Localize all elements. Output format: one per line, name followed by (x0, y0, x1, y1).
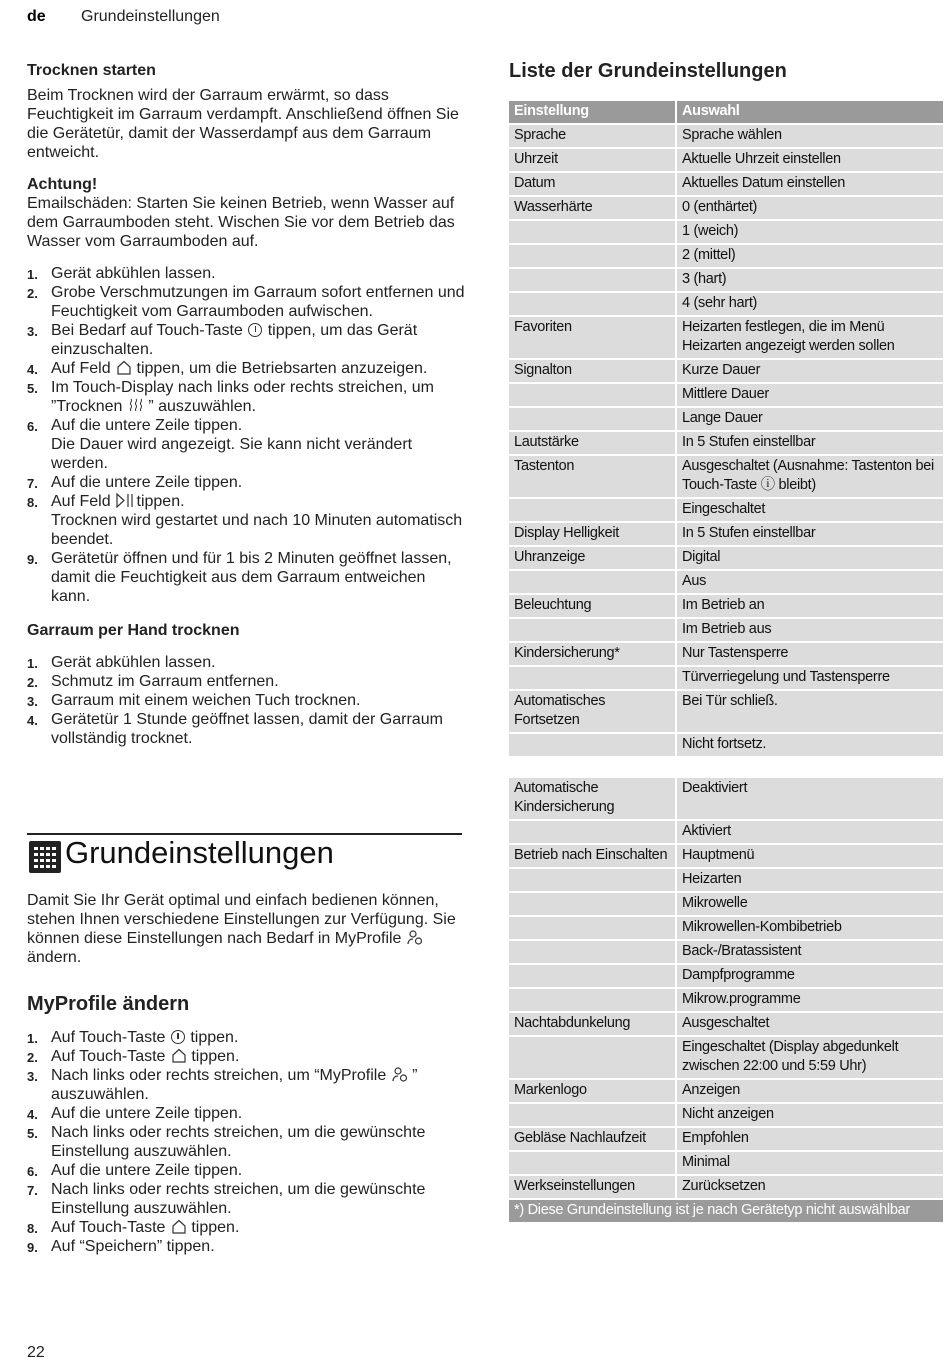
left-column (27, 62, 467, 748)
table-row (509, 173, 943, 195)
setting-choice: Nicht fortsetz. (677, 734, 943, 756)
setting-name (509, 221, 677, 243)
table-row (509, 917, 943, 939)
setting-choice: Kurze Dauer (677, 360, 943, 382)
step-text: Auf die untere Zeile tippen. (51, 417, 243, 434)
settings-title: Liste der Grundeinstellungen (509, 60, 787, 82)
list-item (27, 710, 467, 748)
step-number: 6. (27, 1164, 38, 1179)
table-row (509, 965, 943, 987)
main-title: Grundeinstellungen (65, 835, 334, 870)
setting-choice: Ausgeschaltet (Ausnahme: Tastenton bei Touch-Taste ⓘ bleibt) (677, 456, 943, 497)
table-row (509, 1176, 943, 1198)
table-header-row (509, 101, 943, 123)
step-text-cont: tippen. (190, 1029, 239, 1046)
setting-choice: Digital (677, 547, 943, 569)
list-item (27, 321, 467, 359)
table-row (509, 360, 943, 382)
page-header (27, 8, 220, 26)
table-row (509, 893, 943, 915)
table-row (509, 619, 943, 641)
list-item (27, 1104, 467, 1123)
list-item (27, 1123, 467, 1161)
step-text-cont: tippen. (191, 1048, 240, 1065)
setting-choice: Mikrowellen-Kombibetrieb (677, 917, 943, 939)
step-text: Auf Touch-Taste (51, 1219, 166, 1236)
table-row (509, 821, 943, 843)
setting-name: Tastenton (509, 456, 677, 497)
setting-name: Gebläse Nachlaufzeit (509, 1128, 677, 1150)
step-number: 1. (27, 656, 38, 671)
setting-choice: Eingeschaltet (Display abgedunkelt zwischen 22:00 und 5:59 Uhr) (677, 1037, 943, 1078)
step-text: Bei Bedarf auf Touch-Taste (51, 322, 243, 339)
step-number: 6. (27, 419, 38, 434)
table-row (509, 1037, 943, 1078)
setting-name (509, 269, 677, 291)
col-header-choice: Auswahl (677, 101, 943, 123)
step-number: 4. (27, 713, 38, 728)
setting-name (509, 893, 677, 915)
list-item (27, 359, 467, 378)
setting-choice: Dampfprogramme (677, 965, 943, 987)
step-number: 7. (27, 1183, 38, 1198)
setting-choice: Aktiviert (677, 821, 943, 843)
setting-name: Favoriten (509, 317, 677, 358)
setting-name (509, 821, 677, 843)
setting-name (509, 734, 677, 756)
step-text-cont: tippen. (191, 1219, 240, 1236)
table-row (509, 523, 943, 545)
myprofile-title: MyProfile ändern (27, 993, 190, 1015)
table-row (509, 245, 943, 267)
setting-choice: Bei Tür schließ. (677, 691, 943, 732)
setting-choice: Back-/Bratassistent (677, 941, 943, 963)
setting-name (509, 917, 677, 939)
step-text: Schmutz im Garraum entfernen. (51, 673, 279, 690)
setting-choice: Nur Tastensperre (677, 643, 943, 665)
setting-name: Lautstärke (509, 432, 677, 454)
step-number: 2. (27, 675, 38, 690)
setting-choice: Minimal (677, 1152, 943, 1174)
setting-name (509, 293, 677, 315)
list-item (27, 1047, 467, 1066)
setting-name: Sprache (509, 125, 677, 147)
table-row (509, 317, 943, 358)
setting-name (509, 989, 677, 1011)
setting-name (509, 619, 677, 641)
setting-choice: Türverriegelung und Tastensperre (677, 667, 943, 689)
step-text: Gerätetür 1 Stunde geöffnet lassen, damit der Garraum vollständig trocknet. (51, 711, 443, 747)
main-intro (27, 891, 467, 967)
setting-choice: Hauptmenü (677, 845, 943, 867)
table-row (509, 197, 943, 219)
table-row (509, 643, 943, 665)
step-number: 4. (27, 1107, 38, 1122)
myprofile-steps (27, 1028, 467, 1256)
list-item (27, 653, 467, 672)
table-row (509, 778, 943, 819)
table-row (509, 499, 943, 521)
warning-text: Emailschäden: Starten Sie keinen Betrieb, wenn Wasser auf dem Garraumboden steht. Wischen Sie vor dem Betrieb das Wasser vom Garraumboden auf. (27, 195, 455, 250)
setting-name (509, 408, 677, 430)
setting-choice: Heizarten (677, 869, 943, 891)
table-row (509, 293, 943, 315)
step-text: Auf Feld (51, 360, 111, 377)
step-number: 2. (27, 1050, 38, 1065)
step-number: 8. (27, 1221, 38, 1236)
page-number: 22 (27, 1344, 45, 1361)
step-number: 1. (27, 1031, 38, 1046)
myprofile-icon (392, 1067, 407, 1082)
step-text: Auf die untere Zeile tippen. (51, 1105, 243, 1122)
main-heading (27, 833, 462, 870)
table-row (509, 125, 943, 147)
table-row (509, 1104, 943, 1126)
setting-choice: In 5 Stufen einstellbar (677, 523, 943, 545)
table-row (509, 384, 943, 406)
dry-title: Trocknen starten (27, 62, 156, 79)
setting-name: Automatisches Fortsetzen (509, 691, 677, 732)
table-row (509, 1152, 943, 1174)
main-intro-text: Damit Sie Ihr Gerät optimal und einfach bedienen können, stehen Ihnen verschiedene Einstellungen zur Verfügung. Sie können diese Einstellungen nach Bedarf in MyProfile (27, 892, 456, 947)
table-row (509, 941, 943, 963)
setting-name (509, 941, 677, 963)
step-number: 9. (27, 1240, 38, 1255)
setting-name: Wasserhärte (509, 197, 677, 219)
setting-name (509, 245, 677, 267)
setting-name (509, 571, 677, 593)
step-text: Gerätetür öffnen und für 1 bis 2 Minuten geöffnet lassen, damit die Feuchtigkeit aus dem Garraum entweichen kann. (51, 550, 452, 605)
setting-name: Betrieb nach Einschalten (509, 845, 677, 867)
table-row (509, 571, 943, 593)
table-row (509, 989, 943, 1011)
table-row (509, 595, 943, 617)
language-code: de (27, 8, 46, 25)
home-icon (171, 1219, 186, 1234)
list-item (27, 492, 467, 549)
setting-name (509, 667, 677, 689)
step-number: 9. (27, 552, 38, 567)
setting-choice: Nicht anzeigen (677, 1104, 943, 1126)
setting-choice: Deaktiviert (677, 778, 943, 819)
setting-name (509, 1037, 677, 1078)
table-row (509, 221, 943, 243)
setting-name (509, 1152, 677, 1174)
step-text: Auf die untere Zeile tippen. (51, 1162, 243, 1179)
step-number: 3. (27, 324, 38, 339)
setting-choice: Aktuelle Uhrzeit einstellen (677, 149, 943, 171)
table-row (509, 408, 943, 430)
setting-name (509, 965, 677, 987)
step-text: Nach links oder rechts streichen, um die gewünschte Einstellung auszuwählen. (51, 1181, 426, 1217)
setting-choice: Zurücksetzen (677, 1176, 943, 1198)
step-number: 5. (27, 1126, 38, 1141)
setting-name: Kindersicherung* (509, 643, 677, 665)
setting-name (509, 869, 677, 891)
right-column (509, 60, 943, 1224)
list-item (27, 1028, 467, 1047)
setting-name (509, 499, 677, 521)
step-number: 3. (27, 1069, 38, 1084)
list-item (27, 1218, 467, 1237)
footnote: *) Diese Grundeinstellung ist je nach Gerätetyp nicht auswählbar (509, 1200, 943, 1222)
step-result: Die Dauer wird angezeigt. Sie kann nicht verändert werden. (51, 436, 413, 472)
table-spacer (509, 758, 943, 776)
table-row (509, 432, 943, 454)
step-text: Gerät abkühlen lassen. (51, 265, 216, 282)
home-icon (116, 360, 131, 375)
setting-choice: Anzeigen (677, 1080, 943, 1102)
setting-choice: Heizarten festlegen, die im Menü Heizarten angezeigt werden sollen (677, 317, 943, 358)
settings-table (509, 99, 943, 1224)
setting-name: Uhrzeit (509, 149, 677, 171)
list-item (27, 1237, 467, 1256)
setting-choice: In 5 Stufen einstellbar (677, 432, 943, 454)
table-row (509, 269, 943, 291)
step-text: Auf “Speichern” tippen. (51, 1238, 215, 1255)
setting-choice: Eingeschaltet (677, 499, 943, 521)
step-text: Auf Touch-Taste (51, 1029, 166, 1046)
setting-name: Display Helligkeit (509, 523, 677, 545)
list-item (27, 1161, 467, 1180)
col-header-setting: Einstellung (509, 101, 677, 123)
setting-choice: Im Betrieb an (677, 595, 943, 617)
dry-intro: Beim Trocknen wird der Garraum erwärmt, so dass Feuchtigkeit im Garraum verdampft. Anschließend öffnen Sie die Gerätetür, damit der Wasserdampf aus dem Garraum entweicht. (27, 87, 459, 161)
table-row (509, 547, 943, 569)
step-text-cont: ” auszuwählen. (148, 398, 256, 415)
step-text: Auf die untere Zeile tippen. (51, 474, 243, 491)
warning-title: Achtung! (27, 176, 98, 193)
table-footnote-row (509, 1200, 943, 1222)
step-text: Auf Touch-Taste (51, 1048, 166, 1065)
setting-choice: Lange Dauer (677, 408, 943, 430)
step-text: Auf Feld (51, 493, 111, 510)
table-row (509, 1013, 943, 1035)
start-pause-icon (116, 493, 131, 508)
setting-choice: Ausgeschaltet (677, 1013, 943, 1035)
step-number: 3. (27, 694, 38, 709)
setting-name: Signalton (509, 360, 677, 382)
setting-name (509, 384, 677, 406)
step-number: 4. (27, 362, 38, 377)
list-item (27, 1066, 467, 1104)
myprofile-icon (407, 930, 422, 945)
setting-choice: Empfohlen (677, 1128, 943, 1150)
table-row (509, 845, 943, 867)
setting-choice: 4 (sehr hart) (677, 293, 943, 315)
setting-choice: Mittlere Dauer (677, 384, 943, 406)
list-item (27, 691, 467, 710)
list-item (27, 283, 467, 321)
table-row (509, 1128, 943, 1150)
list-item (27, 1180, 467, 1218)
list-item (27, 672, 467, 691)
table-row (509, 869, 943, 891)
setting-name: Automatische Kindersicherung (509, 778, 677, 819)
table-row (509, 456, 943, 497)
setting-name: Werkseinstellungen (509, 1176, 677, 1198)
step-number: 1. (27, 267, 38, 282)
step-number: 5. (27, 381, 38, 396)
step-result: Trocknen wird gestartet und nach 10 Minuten automatisch beendet. (51, 512, 463, 548)
power-icon (171, 1030, 185, 1044)
hand-dry-title: Garraum per Hand trocknen (27, 622, 240, 639)
table-row (509, 691, 943, 732)
setting-name: Nachtabdunkelung (509, 1013, 677, 1035)
setting-name: Datum (509, 173, 677, 195)
list-item (27, 378, 467, 416)
setting-name: Beleuchtung (509, 595, 677, 617)
table-row (509, 734, 943, 756)
main-section (27, 891, 467, 1256)
step-text-cont: tippen. (136, 493, 185, 510)
step-number: 8. (27, 495, 38, 510)
power-icon (248, 323, 262, 337)
list-item (27, 264, 467, 283)
step-number: 7. (27, 476, 38, 491)
step-text: Nach links oder rechts streichen, um die gewünschte Einstellung auszuwählen. (51, 1124, 426, 1160)
hand-dry-steps (27, 653, 467, 748)
table-row (509, 667, 943, 689)
setting-choice: Aktuelles Datum einstellen (677, 173, 943, 195)
settings-grid-icon (29, 841, 61, 873)
setting-name: Markenlogo (509, 1080, 677, 1102)
home-icon (171, 1048, 186, 1063)
step-text-cont: ” auszuwählen. (51, 1067, 418, 1103)
drying-icon (128, 398, 143, 413)
setting-choice: 2 (mittel) (677, 245, 943, 267)
step-text-cont: tippen, um das Gerät einzuschalten. (51, 322, 418, 358)
step-text: Garraum mit einem weichen Tuch trocknen. (51, 692, 361, 709)
setting-choice: Sprache wählen (677, 125, 943, 147)
list-item (27, 473, 467, 492)
setting-name: Uhranzeige (509, 547, 677, 569)
setting-choice: Im Betrieb aus (677, 619, 943, 641)
table-row (509, 149, 943, 171)
step-text-cont: tippen, um die Betriebsarten anzuzeigen. (136, 360, 428, 377)
setting-choice: Mikrow.programme (677, 989, 943, 1011)
list-item (27, 549, 467, 606)
step-text: Nach links oder rechts streichen, um “MyProfile (51, 1067, 387, 1084)
table-row (509, 1080, 943, 1102)
section-title: Grundeinstellungen (81, 8, 220, 25)
setting-choice: Mikrowelle (677, 893, 943, 915)
setting-choice: 1 (weich) (677, 221, 943, 243)
step-text: Im Touch-Display nach links oder rechts streichen, um ”Trocknen (51, 379, 434, 415)
setting-choice: 0 (enthärtet) (677, 197, 943, 219)
dry-steps (27, 264, 467, 606)
list-item (27, 416, 467, 473)
main-intro-end: ändern. (27, 949, 82, 966)
step-text: Grobe Verschmutzungen im Garraum sofort entfernen und Feuchtigkeit vom Garraumboden aufwischen. (51, 284, 465, 320)
step-text: Gerät abkühlen lassen. (51, 654, 216, 671)
setting-name (509, 1104, 677, 1126)
setting-choice: 3 (hart) (677, 269, 943, 291)
step-number: 2. (27, 286, 38, 301)
setting-choice: Aus (677, 571, 943, 593)
